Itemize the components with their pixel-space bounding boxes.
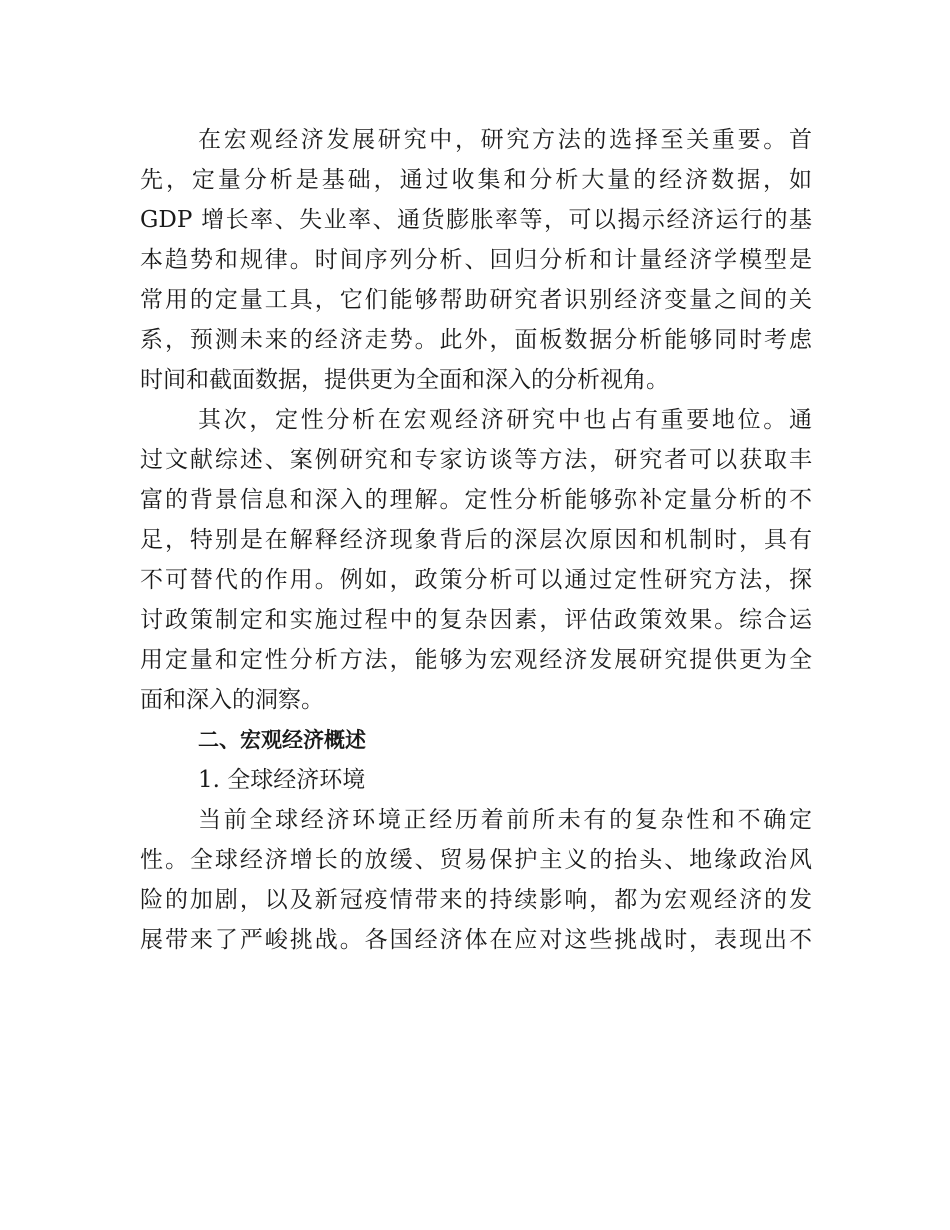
text-line: 其次，定性分析在宏观经济研究中也占有重要地位。通 (198, 407, 812, 433)
text-line: 本趋势和规律。时间序列分析、回归分析和计量经济学模型是 (140, 247, 812, 273)
text-line: 富的背景信息和深入的理解。定性分析能够弥补定量分析的不 (140, 487, 812, 513)
text-line: 讨政策制定和实施过程中的复杂因素，评估政策效果。综合运 (140, 607, 812, 633)
text-line: 足，特别是在解释经济现象背后的深层次原因和机制时，具有 (140, 527, 812, 553)
text-line: 常用的定量工具，它们能够帮助研究者识别经济变量之间的关 (140, 287, 812, 313)
text-line: 过文献综述、案例研究和专家访谈等方法，研究者可以获取丰 (140, 447, 812, 473)
section-heading: 二、宏观经济概述 (198, 728, 366, 752)
text-line: 性。全球经济增长的放缓、贸易保护主义的抬头、地缘政治风 (140, 847, 812, 873)
text-line: 时间和截面数据，提供更为全面和深入的分析视角。 (140, 367, 669, 393)
paragraph-global-economy (140, 800, 812, 960)
text-line: 展带来了严峻挑战。各国经济体在应对这些挑战时，表现出不 (140, 927, 812, 953)
text-line: 不可替代的作用。例如，政策分析可以通过定性研究方法，探 (140, 567, 812, 593)
document-page (140, 120, 812, 960)
text-line: 当前全球经济环境正经历着前所未有的复杂性和不确定 (198, 807, 812, 833)
text-line: 系，预测未来的经济走势。此外，面板数据分析能够同时考虑 (140, 327, 812, 353)
text-line: 面和深入的洞察。 (140, 687, 324, 713)
text-line: GDP 增长率、失业率、通货膨胀率等，可以揭示经济运行的基 (140, 207, 812, 233)
paragraph-research-methods (140, 120, 812, 400)
text-line: 先，定量分析是基础，通过收集和分析大量的经济数据，如 (140, 167, 812, 193)
subsection-heading: 1. 全球经济环境 (198, 767, 366, 793)
text-line: 在宏观经济发展研究中，研究方法的选择至关重要。首 (198, 127, 812, 153)
text-line: 险的加剧，以及新冠疫情带来的持续影响，都为宏观经济的发 (140, 887, 812, 913)
text-line: 用定量和定性分析方法，能够为宏观经济发展研究提供更为全 (140, 647, 812, 673)
paragraph-qualitative-analysis (140, 400, 812, 720)
